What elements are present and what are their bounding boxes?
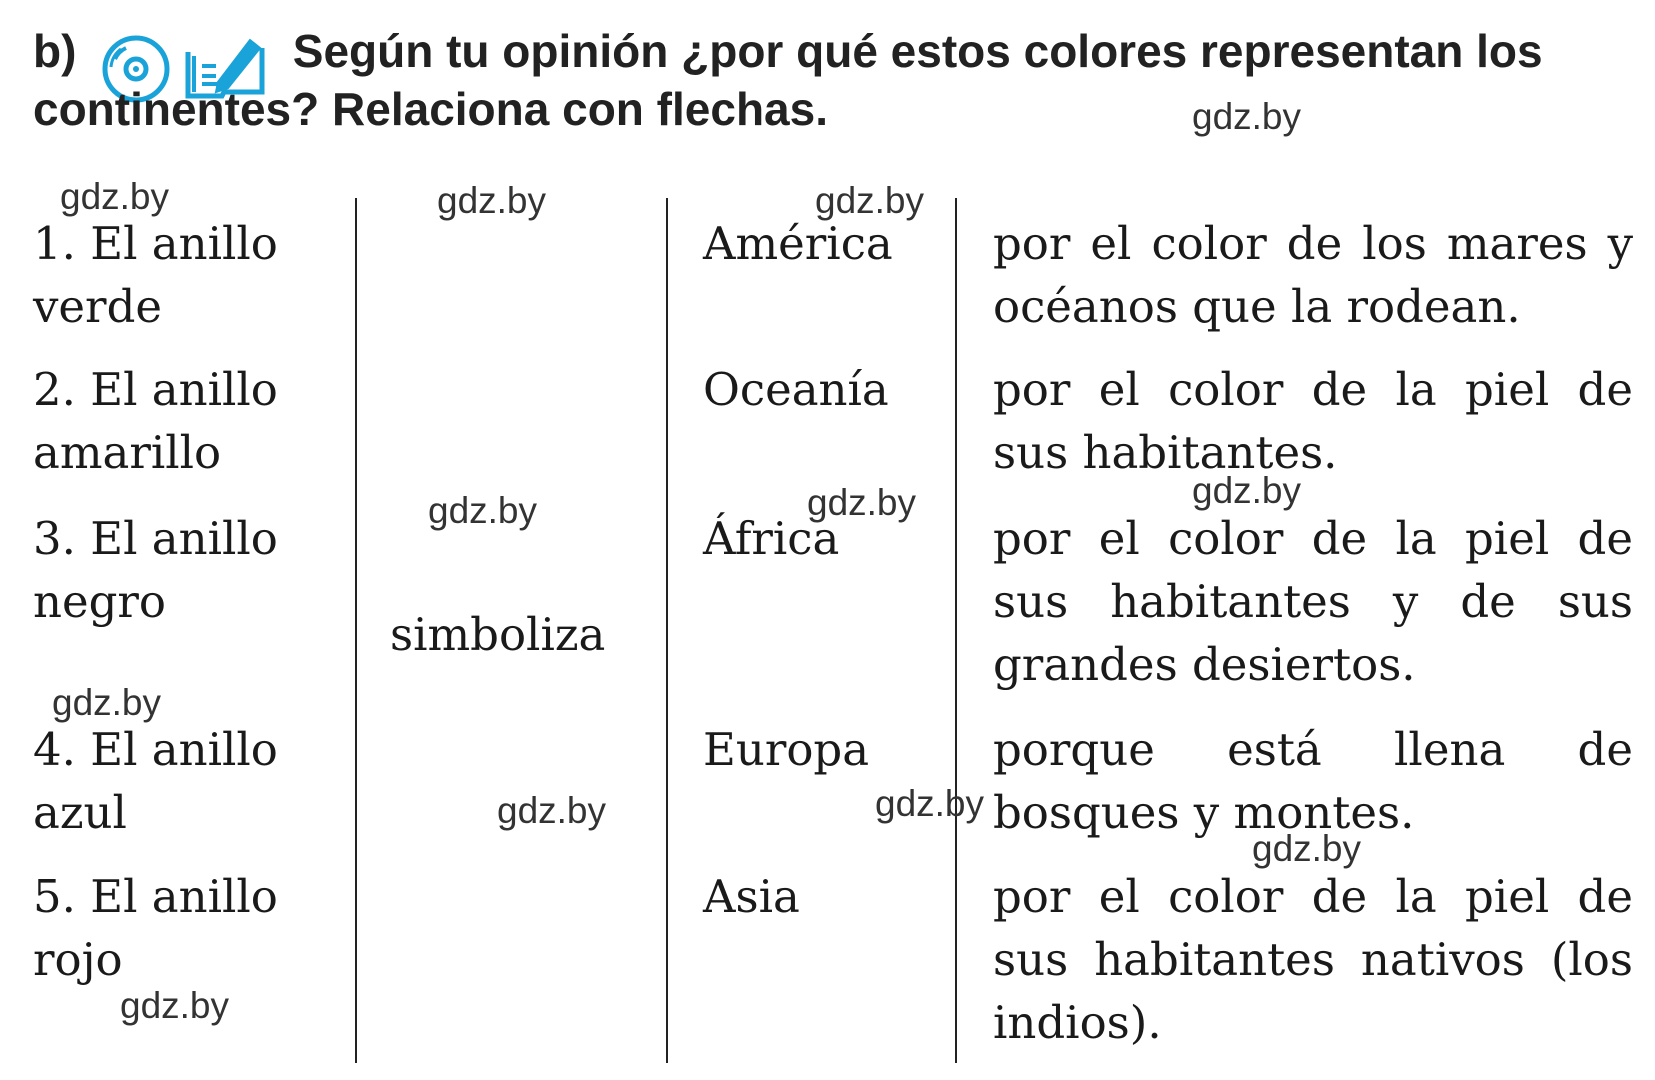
watermark: gdz.by — [1252, 828, 1362, 869]
ring-item-5: 5. El anillo rojo — [33, 870, 278, 986]
middle-word: simboliza — [390, 608, 606, 661]
watermark: gdz.by — [1192, 96, 1302, 137]
watermark: gdz.by — [815, 180, 925, 221]
reason-4: porque está llena de bosques y montes. — [993, 723, 1633, 839]
continent-africa: África — [703, 512, 840, 565]
question-line-1: Según tu opinión ¿por qué estos colores representan los — [292, 25, 1543, 77]
continent-oceania: Oceanía — [703, 363, 889, 416]
watermark: gdz.by — [428, 490, 538, 531]
continent-america: América — [703, 217, 893, 270]
ring-item-2: 2. El anillo amarillo — [33, 363, 278, 479]
continent-asia: Asia — [703, 870, 800, 923]
continent-europa: Europa — [703, 723, 870, 776]
reason-3: por el color de la piel de sus habitantes y de sus grandes desiertos. — [993, 512, 1633, 691]
watermark: gdz.by — [120, 985, 230, 1026]
ring-item-4: 4. El anillo azul — [33, 723, 278, 839]
watermark: gdz.by — [807, 482, 917, 523]
watermark: gdz.by — [875, 783, 985, 824]
watermark: gdz.by — [437, 180, 547, 221]
question-line-2: continentes? Relaciona con flechas. — [33, 83, 828, 135]
task-letter: b) — [33, 25, 77, 77]
watermark: gdz.by — [52, 682, 162, 723]
column-divider — [955, 198, 957, 1063]
watermark: gdz.by — [1192, 470, 1302, 511]
ring-item-1: 1. El anillo verde — [33, 217, 278, 333]
reason-5: por el color de la piel de sus habitantes nativos (los indios). — [993, 870, 1633, 1049]
reason-1: por el color de los mares y océanos que la rodean. — [993, 217, 1633, 333]
watermark: gdz.by — [60, 176, 170, 217]
ring-item-3: 3. El anillo negro — [33, 512, 278, 628]
reason-2: por el color de la piel de sus habitantes. — [993, 363, 1633, 479]
column-divider — [355, 198, 357, 1063]
watermark: gdz.by — [497, 790, 607, 831]
column-divider — [666, 198, 668, 1063]
